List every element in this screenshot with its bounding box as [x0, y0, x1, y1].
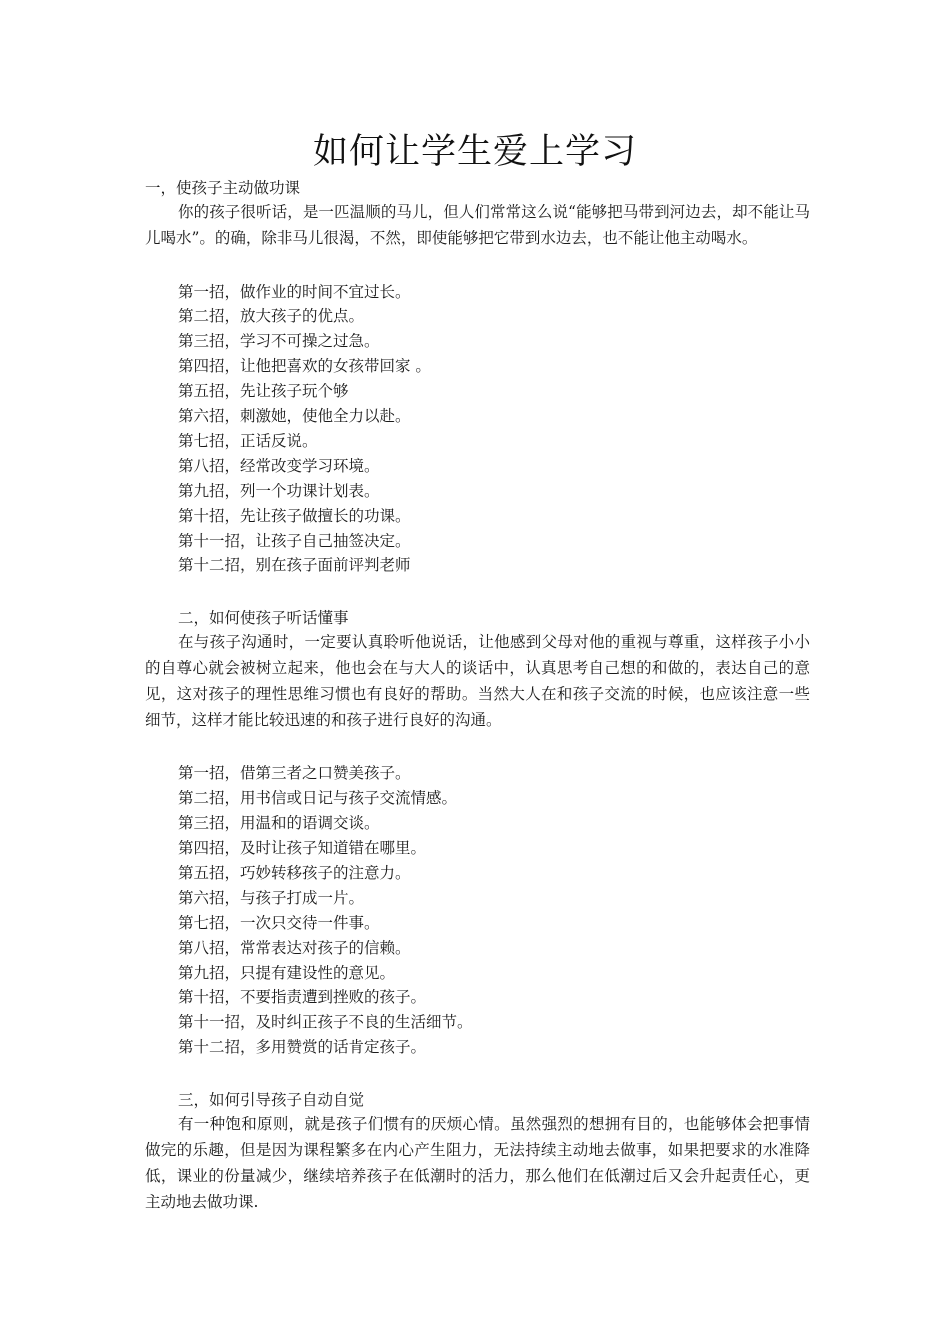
- document-body: [145, 176, 810, 1215]
- list-item: 第二招，放大孩子的优点。: [178, 307, 365, 326]
- list-item: 第五招，先让孩子玩个够: [178, 382, 349, 401]
- list-item: 第十招，先让孩子做擅长的功课。: [178, 506, 411, 525]
- section-heading: 一，使孩子主动做功课: [145, 179, 301, 197]
- list-item: 第二招，用书信或日记与孩子交流情感。: [178, 789, 458, 808]
- list-item: 第九招，列一个功课计划表。: [178, 481, 380, 500]
- list-item: 第三招，用温和的语调交谈。: [178, 814, 380, 833]
- list-item: 第七招，正话反说。: [178, 431, 318, 450]
- section-heading: 三，如何引导孩子自动自觉: [178, 1091, 365, 1110]
- list-item: 第七招，一次只交待一件事。: [178, 913, 380, 932]
- section-paragraph: 在与孩子沟通时，一定要认真聆听他说话，让他感到父母对他的重视与尊重，这样孩子小小的自尊心就会被树立起来，他也会在与大人的谈话中，认真思考自己想的和做的，表达自己的意见，这对孩子的理性思维习惯也有良好的帮助。当然大人在和孩子交流的时候，也应该注意一些细节，这样才能比较迅速的和孩子进行良好的沟通。: [145, 633, 810, 729]
- section-3: [145, 1088, 810, 1215]
- list-item: 第十二招，多用赞赏的话肯定孩子。: [178, 1038, 427, 1057]
- tips-list: [145, 761, 810, 1060]
- section-paragraph: 有一种饱和原则，就是孩子们惯有的厌烦心情。虽然强烈的想拥有目的，也能够体会把事情做完的乐趣，但是因为课程繁多在内心产生阻力，无法持续主动地去做事，如果把要求的水准降低，课业的份量减少，继续培养孩子在低潮时的活力，那么他们在低潮过后又会升起责任心，更主动地去做功课.: [145, 1115, 810, 1211]
- section-2: [145, 606, 810, 1060]
- section-heading: 二，如何使孩子听话懂事: [178, 609, 349, 628]
- section-1: [145, 176, 810, 578]
- list-item: 第十二招，别在孩子面前评判老师: [178, 556, 411, 575]
- list-item: 第八招，经常改变学习环境。: [178, 456, 380, 475]
- tips-list: [145, 280, 810, 579]
- list-item: 第一招，做作业的时间不宜过长。: [178, 282, 411, 301]
- list-item: 第五招，巧妙转移孩子的注意力。: [178, 864, 411, 883]
- list-item: 第六招，与孩子打成一片。: [178, 888, 365, 907]
- list-item: 第八招，常常表达对孩子的信赖。: [178, 938, 411, 957]
- list-item: 第四招，让他把喜欢的女孩带回家 。: [178, 357, 431, 376]
- list-item: 第九招，只提有建设性的意见。: [178, 963, 396, 982]
- list-item: 第六招，刺激她，使他全力以赴。: [178, 407, 411, 426]
- list-item: 第三招，学习不可操之过急。: [178, 332, 380, 351]
- list-item: 第四招，及时让孩子知道错在哪里。: [178, 839, 427, 858]
- list-item: 第十一招，及时纠正孩子不良的生活细节。: [178, 1013, 473, 1032]
- section-paragraph: 你的孩子很听话，是一匹温顺的马儿，但人们常常这么说“能够把马带到河边去，却不能让马儿喝水”。的确，除非马儿很渴，不然，即使能够把它带到水边去，也不能让他主动喝水。: [145, 203, 810, 247]
- page-title: 如何让学生爱上学习: [312, 132, 637, 172]
- list-item: 第十招，不要指责遭到挫败的孩子。: [178, 988, 427, 1007]
- list-item: 第十一招，让孩子自己抽签决定。: [178, 531, 411, 550]
- list-item: 第一招，借第三者之口赞美孩子。: [178, 764, 411, 783]
